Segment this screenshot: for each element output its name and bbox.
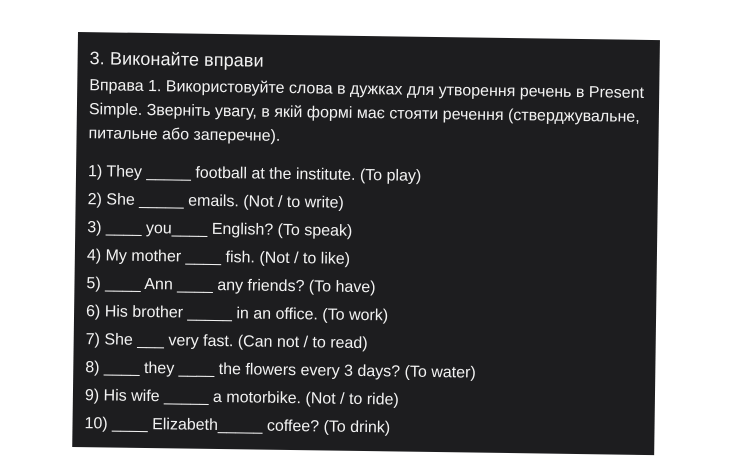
exercise-item: 7) She ___ very fast. (Can not / to read) xyxy=(85,331,368,353)
section-title: 3. Виконайте вправи xyxy=(89,48,264,71)
exercise-item: 10) ____ Elizabeth_____ coffee? (To drink) xyxy=(84,415,391,437)
exercise-item: 4) My mother ____ fish. (Not / to like) xyxy=(86,247,351,268)
worksheet-photo xyxy=(72,32,660,455)
exercise-item: 8) ____ they ____ the flowers every 3 days? (To water) xyxy=(85,359,476,382)
exercise-item: 3) ____ you____ English? (To speak) xyxy=(87,219,353,240)
exercise-item: 9) His wife _____ a motorbike. (Not / to ride) xyxy=(84,387,399,409)
exercise-item: 1) They _____ football at the institute. (To play) xyxy=(87,163,422,185)
exercise-item: 2) She _____ emails. (Not / to write) xyxy=(87,191,344,212)
exercise-instruction: Вправа 1. Використовуйте слова в дужках для утворення речень в Present Simple. Зверніть увагу, в якій формі має стояти речення (стверджувальне, питальне або заперечне). xyxy=(88,77,645,145)
exercise-item: 5) ____ Ann ____ any friends? (To have) xyxy=(86,275,376,297)
exercise-list xyxy=(84,158,648,446)
exercise-item: 6) His brother _____ in an office. (To work) xyxy=(85,303,389,325)
